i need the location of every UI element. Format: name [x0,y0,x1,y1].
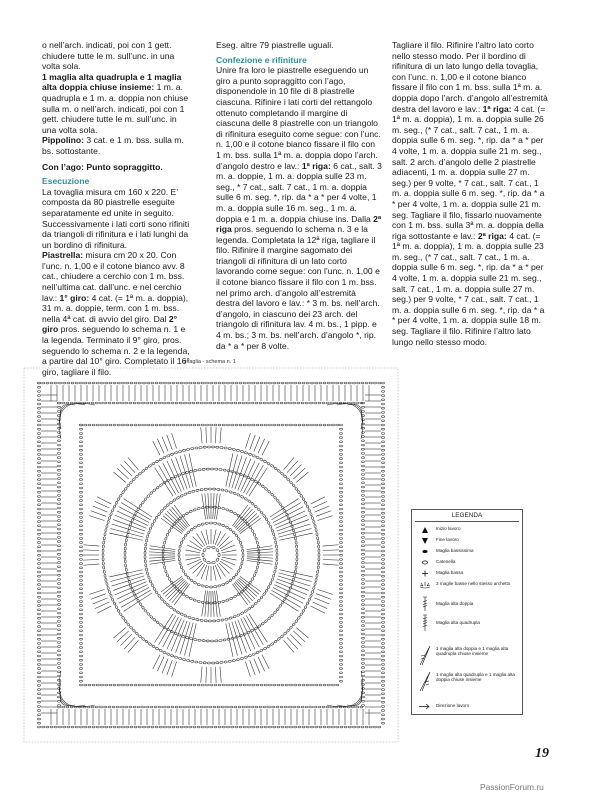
term-text: misura cm 20 x 20. Con l’unc. n. 1,00 e il cotone bianco avv. 8 cat., chiudere a cerchio con 1 m. bss. nell’ultima cat. dall’unc. e nel cerchio lav.: [42,250,185,303]
legend-item-label: Maglia bassissima [436,548,474,553]
legend-divider [415,521,519,522]
text-column-1 [42,40,190,377]
term-bold: 2ª riga [216,213,382,235]
section-heading-finishing: Confezione e rifiniture [216,54,307,65]
term-bold: Pippolino: [42,135,85,146]
legend-item-label: 1 maglia alta doppia e 1 maglia alta quadrupla chiuse insieme [436,646,509,657]
term-text: 4 cat. (= 1ª m. a. doppia), 1 m. a. doppia sulle 26 m. seg., (* 7 cat., salt. 7 cat., 1 m. a. doppia sulle 6 m. seg. *, rip. da * a * per 4 volte, 1 m. a. doppia sulle 21 m. seg., salt. 2 arch. d’angolo delle 2 piastrelle adiacenti, 1 m. a. doppia sulle 27 m. seg.) per 9 volte, * 7 cat., salt. 7 cat., 1 m. a. doppia sulle 6 m. seg. *, rip. da * a * per 4 volte, 1 m. a. doppia sulle 21 m. seg. Tagliare il filo, fissarlo nuovamente con 1 m. bss. sulla 3ª m. a. doppia della riga sottostante e lav.: [392,103,546,241]
paragraph: Eseg. altre 79 piastrelle uguali. [216,40,334,50]
crochet-chart-diagram [22,366,400,744]
legend-item-label: Maglia alta doppia [436,601,474,606]
start-arrow-icon [418,524,432,535]
paragraph: La tovaglia misura cm 160 x 220. E’ composta da 80 piastrelle eseguite separatamente ed unite in seguito. Successivamente i lati corti sono rifiniti da triangoli di rifinitura e i lati lunghi da un bordino di rifinitura. [42,186,190,250]
paragraph [392,40,550,347]
legend-item-label: Maglia bassa [436,570,464,575]
legend-item [418,568,522,579]
cluster-icon [418,644,432,666]
term-bold: 1ª riga: [482,103,512,114]
legend-item [418,670,522,692]
term-text: 1 m. a. quadrupla e 1 m. a. doppia non chiuse sulla m. o nell’arch. indicati, poi con 1 gett. chiudere tutte le m. sull’unc. in una volta sola. [42,82,189,135]
term-bold: 1° giro: [59,292,90,303]
legend-item [418,701,522,712]
legend-item-label: Direzione lavoro [436,703,470,708]
section-heading-execution: Esecuzione [42,176,90,187]
legend-title: LEGENDA [451,512,483,519]
paragraph: o nell’arch. indicati, poi con 1 gett. chiudere tutte le m. sull’unc. in una volta sola. [42,40,175,72]
text-column-2 [216,40,382,351]
term-bold: 1ª riga: [301,160,331,171]
legend-box [411,509,523,715]
single-crochet-icon [418,568,432,579]
term-bold: 2° giro [42,313,178,335]
term-bold: 1 maglia alta quadrupla e 1 maglia alta doppia chiuse insieme: [42,71,182,93]
term-text: 6 cat., salt. 3 m. a. doppie, 1 m. a. doppia sulle 23 m. seg., * 7 cat., salt. 7 cat., 1 m. a. doppia sulle 6 m. seg. *, rip. da * a * per 4 volte, 1 m. a. doppia sulle 16 m. seg., 1 m. a. doppia e 1 m. a. doppia chiuse ins. Dalla [216,160,382,224]
direction-arrow-icon [418,701,432,712]
watermark: PassionForum.ru [480,782,544,792]
legend-item-label: Inizio lavoro [436,526,461,531]
paragraph [42,250,190,377]
legend-item-label: Fine lavoro [436,537,459,542]
paragraph [42,135,190,156]
chain-icon [418,557,432,568]
legend-item [418,557,522,568]
legend-item [418,596,522,612]
cluster-icon [418,670,432,692]
legend-item [418,644,522,666]
three-sc-arc-icon [418,579,432,590]
term-text: 4 cat. (= 1ª m. a. doppia), 1 m. a. doppia sulle 23 m. seg., (* 7 cat., salt. 7 cat., 1 m. a. doppia sulle 6 m. seg. *, rip. da * a * per 4 volte, 1 m. a. doppia sulle 21 m. seg., salt. 7 cat., 1 m. a. doppia sulle 27 m. seg.) per 9 volte, * 7 cat., salt. 7 cat., 1 m. a. doppia sulle 6 m. seg. *, rip. da * a * per 4 volte, 1 m. a. doppia sulle 18 m. seg. Tagliare il filo. Rifinire l’altro lato lungo nello stesso modo. [392,230,545,347]
legend-item [418,524,522,535]
double-treble-icon [418,596,432,612]
term-text: pros. seguendo lo schema n. 1 e la legenda. Terminato il 9° giro, pros. seguendo lo schema n. 2 e la legenda, a partire dal 10° giro. Completato il 16° giro, tagliare il filo. [42,324,190,377]
term-text: Unire fra loro le piastrelle eseguendo un giro a punto sopraggitto con l’ago, disponendole in 10 file di 8 piastrelle ciascuna. Rifinire i lati corti del rettangolo ottenuto completando il margine di ciascuna delle 8 piastrelle con un triangolo di rifinitura eseguito come segue: con l’unc. n. 1,00 e il cotone bianco fissare il filo con 1 m. bss. sulla 1ª m. a. doppia dopo l’arch. d’angolo destro e lav.: [216,65,381,171]
term-text: 4 cat. (= 1ª m. a. doppia), 31 m. a. doppie, term. con 1 m. bss. nella 4ª cat. di avvio del giro. Dal [42,292,189,324]
term-text: Tagliare il filo. Rifinire l’altro lato corto nello stesso modo. Per il bordino di rifinitura di un lato lungo della tovaglia, con l’unc. n. 1,00 e il cotone bianco fissare il filo con 1 m. bss. sulla 1ª m. a. doppia dopo l’arch. d’angolo all’estremità destra del lavoro e lav.: [392,40,548,114]
legend-item [418,614,522,632]
quadruple-treble-icon [418,614,432,632]
legend-item [418,535,522,546]
page-number: 19 [535,746,549,761]
needle-stitch-heading: Con l’ago: Punto sopraggitto. [42,161,163,172]
term-bold: Piastrella: [42,250,84,261]
diagram-caption: tovaglia - schema n. 1 [182,359,236,365]
paragraph [216,65,382,351]
legend-item-label: 1 maglia alta quadrupla e 1 maglia alta doppia chiuse insieme [436,672,515,683]
legend-item [418,579,522,593]
term-bold: 2ª riga: [477,230,507,241]
legend-item-label: Catenella [436,559,456,564]
paragraph [42,72,190,136]
slip-stitch-icon [418,546,432,557]
legend-item [418,546,522,557]
legend-item-label: 3 maglie basse nello stesso archetto [436,581,511,586]
legend-item-label: Maglia alta quadrupla [436,620,480,625]
text-column-3 [392,40,550,347]
term-text: pros. seguendo lo schema n. 3 e la legenda. Completata la 12ª riga, tagliare il filo. Rifinire il margine sagomato dei triangoli di rifinitura di un lato corto lavorando come segue: con l’unc. n. 1,00 e il cotone bianco fissare il filo con 1 m. bss. nel primo arch. d’angolo all’estremità destra del lavoro e lav.: * 3 m. bs. nell’arch. d’angolo, in ciascuno dei 23 arch. del triangolo di rifinitura lav. 4 m. bs., 1 pipp. e 4 m. bs.; 3 m. bs. nell’arch. d’angolo *, rip. da * a * per 8 volte. [216,224,380,351]
term-text: 3 cat. e 1 m. bss. sulla m. bs. sottostante. [42,135,184,156]
end-arrow-icon [418,535,432,546]
